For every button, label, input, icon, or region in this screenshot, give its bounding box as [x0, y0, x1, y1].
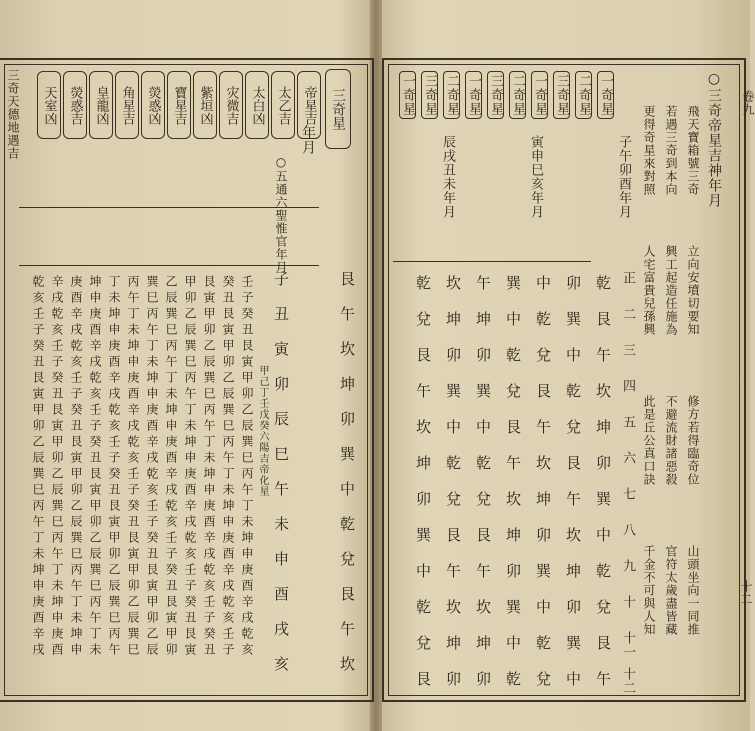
year-label: 寅申巳亥年月: [528, 135, 543, 219]
trigram-char: 兌: [338, 551, 356, 567]
text-column: 巽巳丙午丁未坤申庚酉辛戌乾亥壬子癸丑艮寅甲卯乙辰: [145, 275, 159, 659]
grid-cell: 兌: [474, 491, 492, 507]
grid-cell: 兌: [504, 383, 522, 399]
branch-char: 寅: [272, 341, 290, 357]
note-text: 此是丘公真口訣: [642, 395, 656, 486]
grid-cell: 午: [474, 563, 492, 579]
grid-cell: 坎: [444, 275, 462, 291]
grid-cell: 乾: [504, 347, 522, 363]
grid-cell: 巽: [564, 635, 582, 651]
note-text: 不避流財諸惡殺: [664, 395, 678, 486]
star-label: 二奇星: [443, 71, 460, 119]
month-number: 十二: [620, 667, 635, 695]
month-number: 十: [620, 595, 635, 609]
star-box: 紫垣凶: [193, 71, 217, 139]
note-text: 更得奇星來對照: [642, 105, 656, 196]
trigram-char: 乾: [338, 516, 356, 532]
grid-cell: 兌: [594, 599, 612, 615]
grid-cell: 中: [504, 311, 522, 327]
grid-cell: 中: [444, 419, 462, 435]
branch-char: 酉: [272, 586, 290, 602]
grid-cell: 午: [474, 275, 492, 291]
text-column: 乾亥壬子癸丑艮寅甲卯乙辰巽巳丙午丁未坤申庚酉辛戌: [31, 275, 45, 659]
star-label: 三奇星: [421, 71, 438, 119]
grid-cell: 卯: [474, 347, 492, 363]
month-number: 十一: [620, 631, 635, 659]
grid-cell: 午: [594, 671, 612, 687]
grid-cell: 午: [504, 455, 522, 471]
grid-cell: 艮: [594, 311, 612, 327]
star-box: 天室凶: [37, 71, 61, 139]
grid-cell: 乾: [504, 671, 522, 687]
star-box: 太白凶: [245, 71, 269, 139]
grid-cell: 巽: [594, 491, 612, 507]
grid-cell: 卯: [564, 275, 582, 291]
grid-cell: 艮: [414, 347, 432, 363]
grid-cell: 乾: [474, 455, 492, 471]
star-label: 二奇星: [509, 71, 526, 119]
text-column: 甲卯乙辰巽巳丙午丁未坤申庚酉辛戌乾亥壬子癸丑艮寅: [183, 275, 197, 659]
month-number: 正: [620, 271, 635, 285]
branch-char: 子: [272, 271, 290, 287]
grid-cell: 巽: [504, 275, 522, 291]
grid-cell: 中: [564, 671, 582, 687]
grid-cell: 艮: [474, 527, 492, 543]
grid-cell: 艮: [444, 527, 462, 543]
grid-cell: 坎: [444, 599, 462, 615]
grid-cell: 卯: [444, 671, 462, 687]
text-column: 庚酉辛戌乾亥壬子癸丑艮寅甲卯乙辰巽巳丙午丁未坤申: [69, 275, 83, 659]
grid-cell: 兌: [564, 419, 582, 435]
grid-cell: 午: [444, 563, 462, 579]
branch-char: 丑: [272, 306, 290, 322]
star-label: 三奇星: [553, 71, 570, 119]
grid-cell: 乾: [534, 311, 552, 327]
trigram-char: 艮: [338, 271, 356, 287]
month-number: 四: [620, 379, 635, 393]
note-text: 興工起造任施為: [664, 245, 678, 336]
grid-cell: 中: [534, 599, 552, 615]
branch-char: 亥: [272, 656, 290, 672]
grid-divider: [393, 261, 591, 262]
grid-cell: 中: [594, 527, 612, 543]
star-label: 一奇星: [399, 71, 416, 119]
star-label: 三奇星: [487, 71, 504, 119]
grid-cell: 中: [474, 419, 492, 435]
star-label: 二奇星: [575, 71, 592, 119]
trigram-char: 卯: [338, 411, 356, 427]
branch-char: 未: [272, 516, 290, 532]
grid-cell: 坎: [534, 455, 552, 471]
grid-cell: 卯: [564, 599, 582, 615]
grid-cell: 坎: [594, 383, 612, 399]
text-column: 艮寅甲卯乙辰巽巳丙午丁未坤申庚酉辛戌乾亥壬子癸丑: [202, 275, 216, 659]
note-text: 山頭坐向一同推: [686, 545, 700, 636]
star-box: 太乙吉: [271, 71, 295, 139]
note-text: 官符太歲盡皆藏: [664, 545, 678, 636]
grid-cell: 坤: [474, 311, 492, 327]
grid-cell: 坤: [504, 527, 522, 543]
yearly-gan: 甲己丁壬戊癸六陽吉帝化星: [257, 365, 268, 497]
branch-char: 戌: [272, 621, 290, 637]
trigram-char: 艮: [338, 586, 356, 602]
month-number: 三: [620, 343, 635, 357]
text-column: 丁未坤申庚酉辛戌乾亥壬子癸丑艮寅甲卯乙辰巽巳丙午: [107, 275, 121, 659]
trigram-char: 巽: [338, 446, 356, 462]
grid-cell: 午: [594, 347, 612, 363]
margin-mark: 卷九: [741, 90, 755, 116]
grid-cell: 卯: [414, 491, 432, 507]
month-number: 五: [620, 415, 635, 429]
grid-cell: 坤: [534, 491, 552, 507]
grid-cell: 中: [504, 635, 522, 651]
trigram-char: 午: [338, 306, 356, 322]
note-text: 人宅富貴兒孫興: [642, 245, 656, 336]
grid-cell: 卯: [504, 563, 522, 579]
trigram-char: 坤: [338, 376, 356, 392]
grid-cell: 乾: [534, 635, 552, 651]
month-number: 六: [620, 451, 635, 465]
grid-cell: 乾: [444, 455, 462, 471]
grid-cell: 乾: [594, 275, 612, 291]
grid-cell: 坎: [564, 527, 582, 543]
grid-cell: 兌: [534, 671, 552, 687]
grid-cell: 兌: [414, 311, 432, 327]
grid-cell: 坤: [444, 635, 462, 651]
year-label: 辰戌丑未年月: [440, 135, 455, 219]
note-text: 修方若得臨奇位: [686, 395, 700, 486]
month-number: 八: [620, 523, 635, 537]
month-number: 七: [620, 487, 635, 501]
grid-cell: 乾: [414, 599, 432, 615]
grid-cell: 午: [564, 491, 582, 507]
grid-cell: 坤: [414, 455, 432, 471]
text-column: 坤申庚酉辛戌乾亥壬子癸丑艮寅甲卯乙辰巽巳丙午丁未: [88, 275, 102, 659]
grid-cell: 乾: [594, 563, 612, 579]
left-page: [0, 58, 374, 702]
star-box: 角星吉: [115, 71, 139, 139]
grid-cell: 午: [414, 383, 432, 399]
grid-cell: 中: [534, 275, 552, 291]
note-text: 立向安墳切要知: [686, 245, 700, 336]
grid-cell: 艮: [564, 455, 582, 471]
star-label: 一奇星: [465, 71, 482, 119]
grid-cell: 艮: [504, 419, 522, 435]
branch-char: 午: [272, 481, 290, 497]
text-column: 癸丑艮寅甲卯乙辰巽巳丙午丁未坤申庚酉辛戌乾亥壬子: [221, 275, 235, 659]
branch-char: 辰: [272, 411, 290, 427]
grid-cell: 卯: [474, 671, 492, 687]
grid-cell: 卯: [594, 455, 612, 471]
grid-cell: 中: [564, 347, 582, 363]
grid-cell: 巽: [504, 599, 522, 615]
grid-cell: 卯: [534, 527, 552, 543]
star-label: 一奇星: [531, 71, 548, 119]
grid-cell: 卯: [444, 347, 462, 363]
trigram-char: 中: [338, 481, 356, 497]
grid-cell: 巽: [444, 383, 462, 399]
page-title: ○三奇帝星吉神年月: [706, 71, 722, 208]
grid-cell: 艮: [414, 671, 432, 687]
note-text: 飛天寶箱號三奇: [686, 105, 700, 196]
grid-cell: 艮: [594, 635, 612, 651]
trigram-char: 午: [338, 621, 356, 637]
star-box: 熒惑吉: [63, 71, 87, 139]
grid-cell: 巽: [414, 527, 432, 543]
branch-char: 卯: [272, 376, 290, 392]
title-box: 三奇星: [325, 69, 351, 149]
grid-cell: 坤: [444, 311, 462, 327]
branch-char: 申: [272, 551, 290, 567]
grid-cell: 艮: [534, 383, 552, 399]
right-page: [382, 58, 746, 702]
star-box: 皇龍凶: [89, 71, 113, 139]
text-column: 辛戌乾亥壬子癸丑艮寅甲卯乙辰巽巳丙午丁未坤申庚酉: [50, 275, 64, 659]
right-page-frame: [388, 64, 740, 696]
yearly-label: ○五通六聖惟官年月: [274, 155, 288, 274]
grid-cell: 巽: [564, 311, 582, 327]
star-box: 灾微吉: [219, 71, 243, 139]
grid-cell: 坎: [474, 599, 492, 615]
branch-char: 巳: [272, 446, 290, 462]
grid-cell: 乾: [564, 383, 582, 399]
grid-cell: 中: [414, 563, 432, 579]
star-box: 帝星吉: [297, 71, 321, 139]
grid-cell: 坤: [564, 563, 582, 579]
grid-cell: 午: [534, 419, 552, 435]
grid-cell: 兌: [444, 491, 462, 507]
star-box: 寶星吉: [167, 71, 191, 139]
grid-cell: 巽: [474, 383, 492, 399]
text-column: 壬子癸丑艮寅甲卯乙辰巽巳丙午丁未坤申庚酉辛戌乾亥: [240, 275, 254, 659]
grid-cell: 坤: [474, 635, 492, 651]
trigram-char: 坎: [338, 341, 356, 357]
page-number: 十二: [739, 580, 753, 606]
grid-cell: 坤: [594, 419, 612, 435]
grid-cell: 兌: [534, 347, 552, 363]
grid-cell: 巽: [534, 563, 552, 579]
grid-cell: 兌: [414, 635, 432, 651]
star-label: 一奇星: [597, 71, 614, 119]
grid-cell: 坎: [414, 419, 432, 435]
grid-cell: 坎: [504, 491, 522, 507]
note-text: 若遇三奇到本向: [664, 105, 678, 196]
note-text: 千金不可與人知: [642, 545, 656, 636]
month-header: 年月: [300, 125, 316, 155]
month-number: 九: [620, 559, 635, 573]
star-box: 熒惑凶: [141, 71, 165, 139]
grid-cell: 乾: [414, 275, 432, 291]
year-label: 子午卯酉年月: [616, 135, 631, 219]
month-number: 二: [620, 307, 635, 321]
left-page-frame: [4, 64, 368, 696]
text-column: 丙午丁未坤申庚酉辛戌乾亥壬子癸丑艮寅甲卯乙辰巽巳: [126, 275, 140, 659]
left-margin-text: 三奇天德地遇吉: [6, 69, 20, 160]
trigram-char: 坎: [338, 656, 356, 672]
text-column: 乙辰巽巳丙午丁未坤申庚酉辛戌乾亥壬子癸丑艮寅甲卯: [164, 275, 178, 659]
